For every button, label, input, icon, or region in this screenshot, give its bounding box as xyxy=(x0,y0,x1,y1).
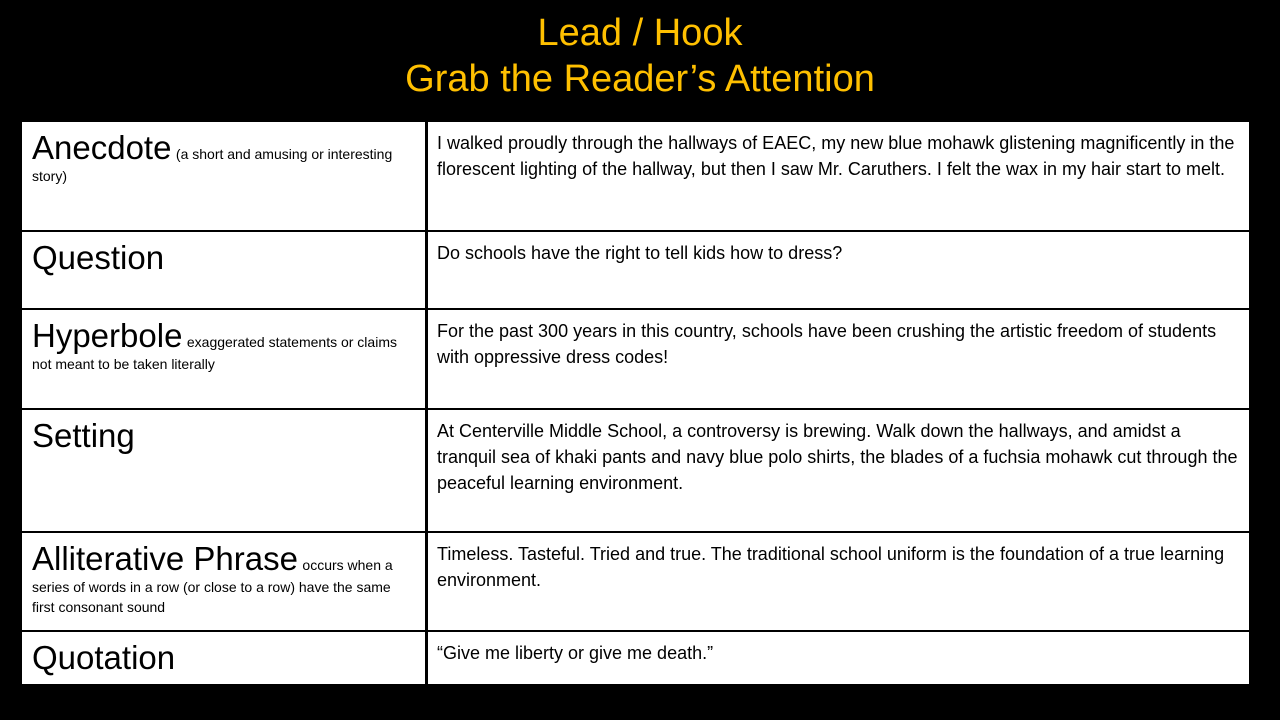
term-cell xyxy=(21,532,427,631)
example-text: Timeless. Tasteful. Tried and true. The traditional school uniform is the foundation of a true learning environment. xyxy=(437,544,1225,590)
example-cell xyxy=(427,409,1251,532)
term-label: Alliterative Phrase xyxy=(32,540,298,577)
table-row xyxy=(21,532,1250,631)
term-cell xyxy=(21,409,427,532)
example-cell xyxy=(427,532,1251,631)
term-label: Anecdote xyxy=(32,129,172,166)
term-definition: (a short and amusing or interesting story) xyxy=(32,146,393,184)
example-cell xyxy=(427,309,1251,409)
title-line-2: Grab the Reader’s Attention xyxy=(405,58,875,100)
example-cell xyxy=(427,231,1251,309)
table-row xyxy=(21,231,1250,309)
term-label: Quotation xyxy=(32,639,176,676)
term-cell xyxy=(21,231,427,309)
table-row xyxy=(21,309,1250,409)
example-text: For the past 300 years in this country, schools have been crushing the artistic freedom of students with oppressive dress codes! xyxy=(437,321,1217,367)
term-label: Question xyxy=(32,239,165,276)
term-label: Hyperbole xyxy=(32,317,183,354)
slide-title xyxy=(0,10,1280,102)
table-row xyxy=(21,409,1250,532)
example-cell xyxy=(427,631,1251,685)
term-label: Setting xyxy=(32,417,135,454)
example-text: I walked proudly through the hallways of EAEC, my new blue mohawk glistening magnificently in the florescent lighting of the hallway, but then I saw Mr. Caruthers. I felt the wax in my hair start to melt. xyxy=(437,133,1235,179)
example-cell xyxy=(427,121,1251,231)
example-text: “Give me liberty or give me death.” xyxy=(437,643,714,663)
term-cell xyxy=(21,631,427,685)
title-line-1: Lead / Hook xyxy=(537,12,743,54)
table-row xyxy=(21,631,1250,685)
example-text: At Centerville Middle School, a controversy is brewing. Walk down the hallways, and amidst a tranquil sea of khaki pants and navy blue polo shirts, the blades of a fuchsia mohawk cut through the peaceful learning environment. xyxy=(437,421,1238,493)
term-definition: occurs when a series of words in a row (or close to a row) have the same first consonant sound xyxy=(32,557,393,615)
table-row xyxy=(21,121,1250,231)
term-cell xyxy=(21,121,427,231)
term-cell xyxy=(21,309,427,409)
example-text: Do schools have the right to tell kids how to dress? xyxy=(437,243,843,263)
hook-types-table xyxy=(20,120,1251,686)
term-definition: exaggerated statements or claims not meant to be taken literally xyxy=(32,334,397,372)
